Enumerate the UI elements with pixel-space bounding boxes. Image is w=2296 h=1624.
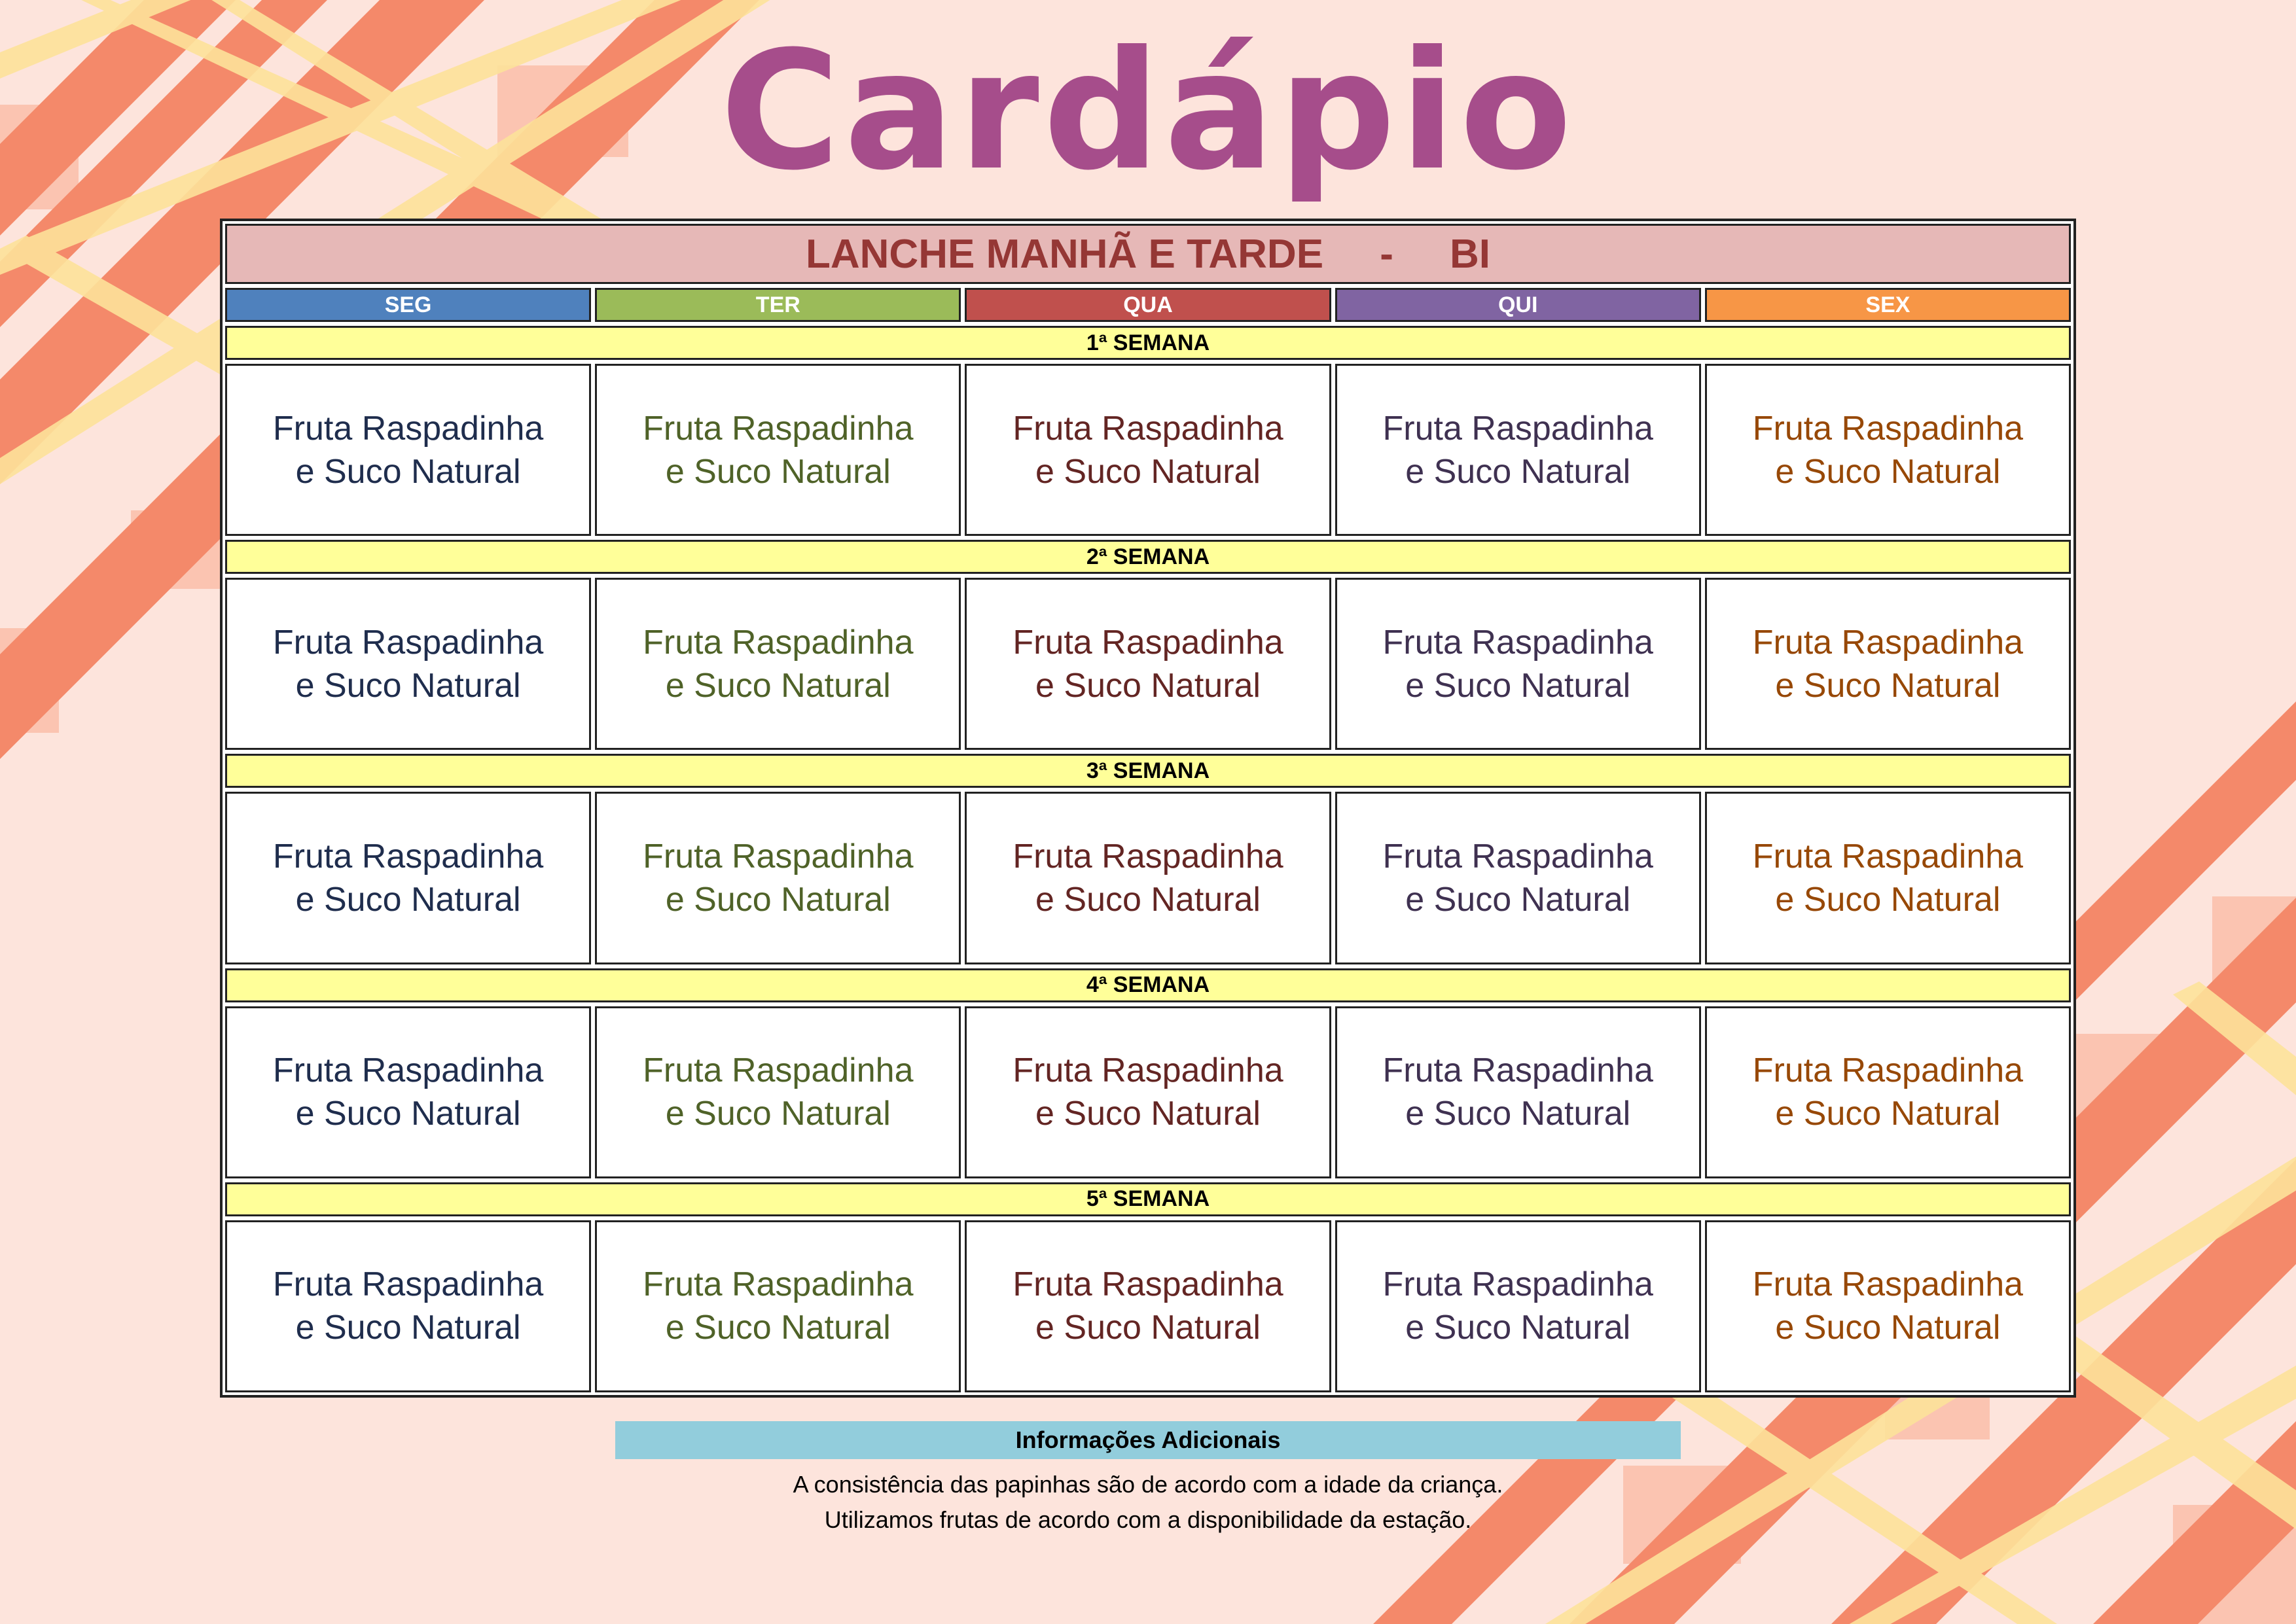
meal-line: Fruta Raspadinha (1752, 623, 2024, 662)
meal-line: Fruta Raspadinha (1382, 1265, 1653, 1304)
meal-cell (965, 1220, 1331, 1392)
meal-cell (965, 1006, 1331, 1178)
meal-line: Fruta Raspadinha (643, 409, 914, 448)
meal-cell (1705, 1006, 2071, 1178)
meal-line: e Suco Natural (1035, 1095, 1261, 1133)
meal-line: e Suco Natural (295, 452, 521, 491)
meal-cell (1705, 1220, 2071, 1392)
meal-cell (1335, 578, 1701, 750)
week-label-1: 1ª SEMANA (225, 326, 2071, 360)
meal-line: Fruta Raspadinha (643, 1265, 914, 1304)
meal-line: e Suco Natural (295, 1309, 521, 1347)
meal-cell (595, 1006, 961, 1178)
meal-cell (595, 364, 961, 536)
meal-line: Fruta Raspadinha (1752, 1265, 2024, 1304)
meal-line: e Suco Natural (1035, 452, 1261, 491)
meal-line: e Suco Natural (665, 881, 891, 919)
week-label-4: 4ª SEMANA (225, 968, 2071, 1002)
meal-line: Fruta Raspadinha (1752, 838, 2024, 875)
meal-line: Fruta Raspadinha (272, 1265, 544, 1304)
meal-cell (225, 1220, 591, 1392)
meal-row-week-4 (225, 1006, 2071, 1178)
meal-line: Fruta Raspadinha (1013, 838, 1283, 875)
meal-line: e Suco Natural (1035, 666, 1261, 705)
meal-line: e Suco Natural (1775, 1095, 2001, 1133)
meal-line: Fruta Raspadinha (643, 623, 914, 662)
meal-cell (1335, 792, 1701, 964)
meal-line: e Suco Natural (1405, 1309, 1631, 1347)
meal-line: e Suco Natural (665, 1309, 891, 1347)
meal-line: Fruta Raspadinha (1382, 623, 1653, 662)
meal-line: e Suco Natural (295, 881, 521, 919)
meal-line: Fruta Raspadinha (1382, 409, 1653, 448)
info-line: A consistência das papinhas são de acordo com a idade da criança. (793, 1471, 1503, 1498)
menu-header: LANCHE MANHÃ E TARDE - BI (225, 224, 2071, 284)
meal-line: e Suco Natural (1035, 881, 1261, 919)
info-line: Utilizamos frutas de acordo com a disponibilidade da estação. (824, 1506, 1472, 1533)
meal-line: e Suco Natural (1775, 1309, 2001, 1347)
page-title: Cardápio (720, 16, 1576, 206)
day-header-qua: QUA (965, 288, 1331, 322)
meal-line: Fruta Raspadinha (1013, 1051, 1283, 1090)
meal-line: Fruta Raspadinha (1013, 1265, 1283, 1304)
info-heading: Informações Adicionais (615, 1421, 1681, 1459)
day-header-sex: SEX (1705, 288, 2071, 322)
meal-cell (1705, 792, 2071, 964)
meal-line: e Suco Natural (295, 1095, 521, 1133)
meal-line: e Suco Natural (1405, 666, 1631, 705)
week-label-5: 5ª SEMANA (225, 1182, 2071, 1216)
meal-line: Fruta Raspadinha (1752, 1051, 2024, 1090)
meal-cell (225, 578, 591, 750)
meal-cell (225, 792, 591, 964)
meal-line: Fruta Raspadinha (272, 623, 544, 662)
meal-line: Fruta Raspadinha (272, 1051, 544, 1090)
meal-line: e Suco Natural (1405, 881, 1631, 919)
meal-cell (965, 578, 1331, 750)
meal-line: Fruta Raspadinha (1382, 1051, 1653, 1090)
meal-cell (595, 792, 961, 964)
meal-cell (1705, 578, 2071, 750)
meal-line: Fruta Raspadinha (272, 409, 544, 448)
meal-line: e Suco Natural (665, 666, 891, 705)
day-header-row (225, 288, 2071, 322)
info-text (0, 1467, 2296, 1538)
meal-row-week-3 (225, 792, 2071, 964)
meal-line: e Suco Natural (1775, 452, 2001, 491)
meal-line: Fruta Raspadinha (1013, 409, 1283, 448)
meal-line: Fruta Raspadinha (643, 1051, 914, 1090)
meal-line: e Suco Natural (1775, 666, 2001, 705)
meal-cell (965, 364, 1331, 536)
meal-cell (595, 1220, 961, 1392)
day-header-qui: QUI (1335, 288, 1701, 322)
meal-cell (1335, 364, 1701, 536)
meal-cell (1705, 364, 2071, 536)
meal-cell (1335, 1220, 1701, 1392)
meal-cell (1335, 1006, 1701, 1178)
meal-line: e Suco Natural (665, 452, 891, 491)
meal-line: Fruta Raspadinha (1013, 623, 1283, 662)
meal-row-week-5 (225, 1220, 2071, 1392)
meal-cell (965, 792, 1331, 964)
week-label-2: 2ª SEMANA (225, 540, 2071, 574)
day-header-ter: TER (595, 288, 961, 322)
meal-line: Fruta Raspadinha (272, 838, 544, 875)
meal-line: e Suco Natural (1405, 1095, 1631, 1133)
meal-line: Fruta Raspadinha (643, 838, 914, 875)
meal-line: Fruta Raspadinha (1752, 409, 2024, 448)
meal-line: Fruta Raspadinha (1382, 838, 1653, 875)
meal-line: e Suco Natural (1405, 452, 1631, 491)
meal-cell (595, 578, 961, 750)
meal-cell (225, 364, 591, 536)
meal-row-week-1 (225, 364, 2071, 536)
meal-line: e Suco Natural (295, 666, 521, 705)
meal-cell (225, 1006, 591, 1178)
menu-table (220, 219, 2076, 1398)
week-label-3: 3ª SEMANA (225, 754, 2071, 788)
meal-line: e Suco Natural (1775, 881, 2001, 919)
day-header-seg: SEG (225, 288, 591, 322)
meal-row-week-2 (225, 578, 2071, 750)
meal-line: e Suco Natural (665, 1095, 891, 1133)
menu-grid (225, 224, 2071, 1392)
meal-line: e Suco Natural (1035, 1309, 1261, 1347)
